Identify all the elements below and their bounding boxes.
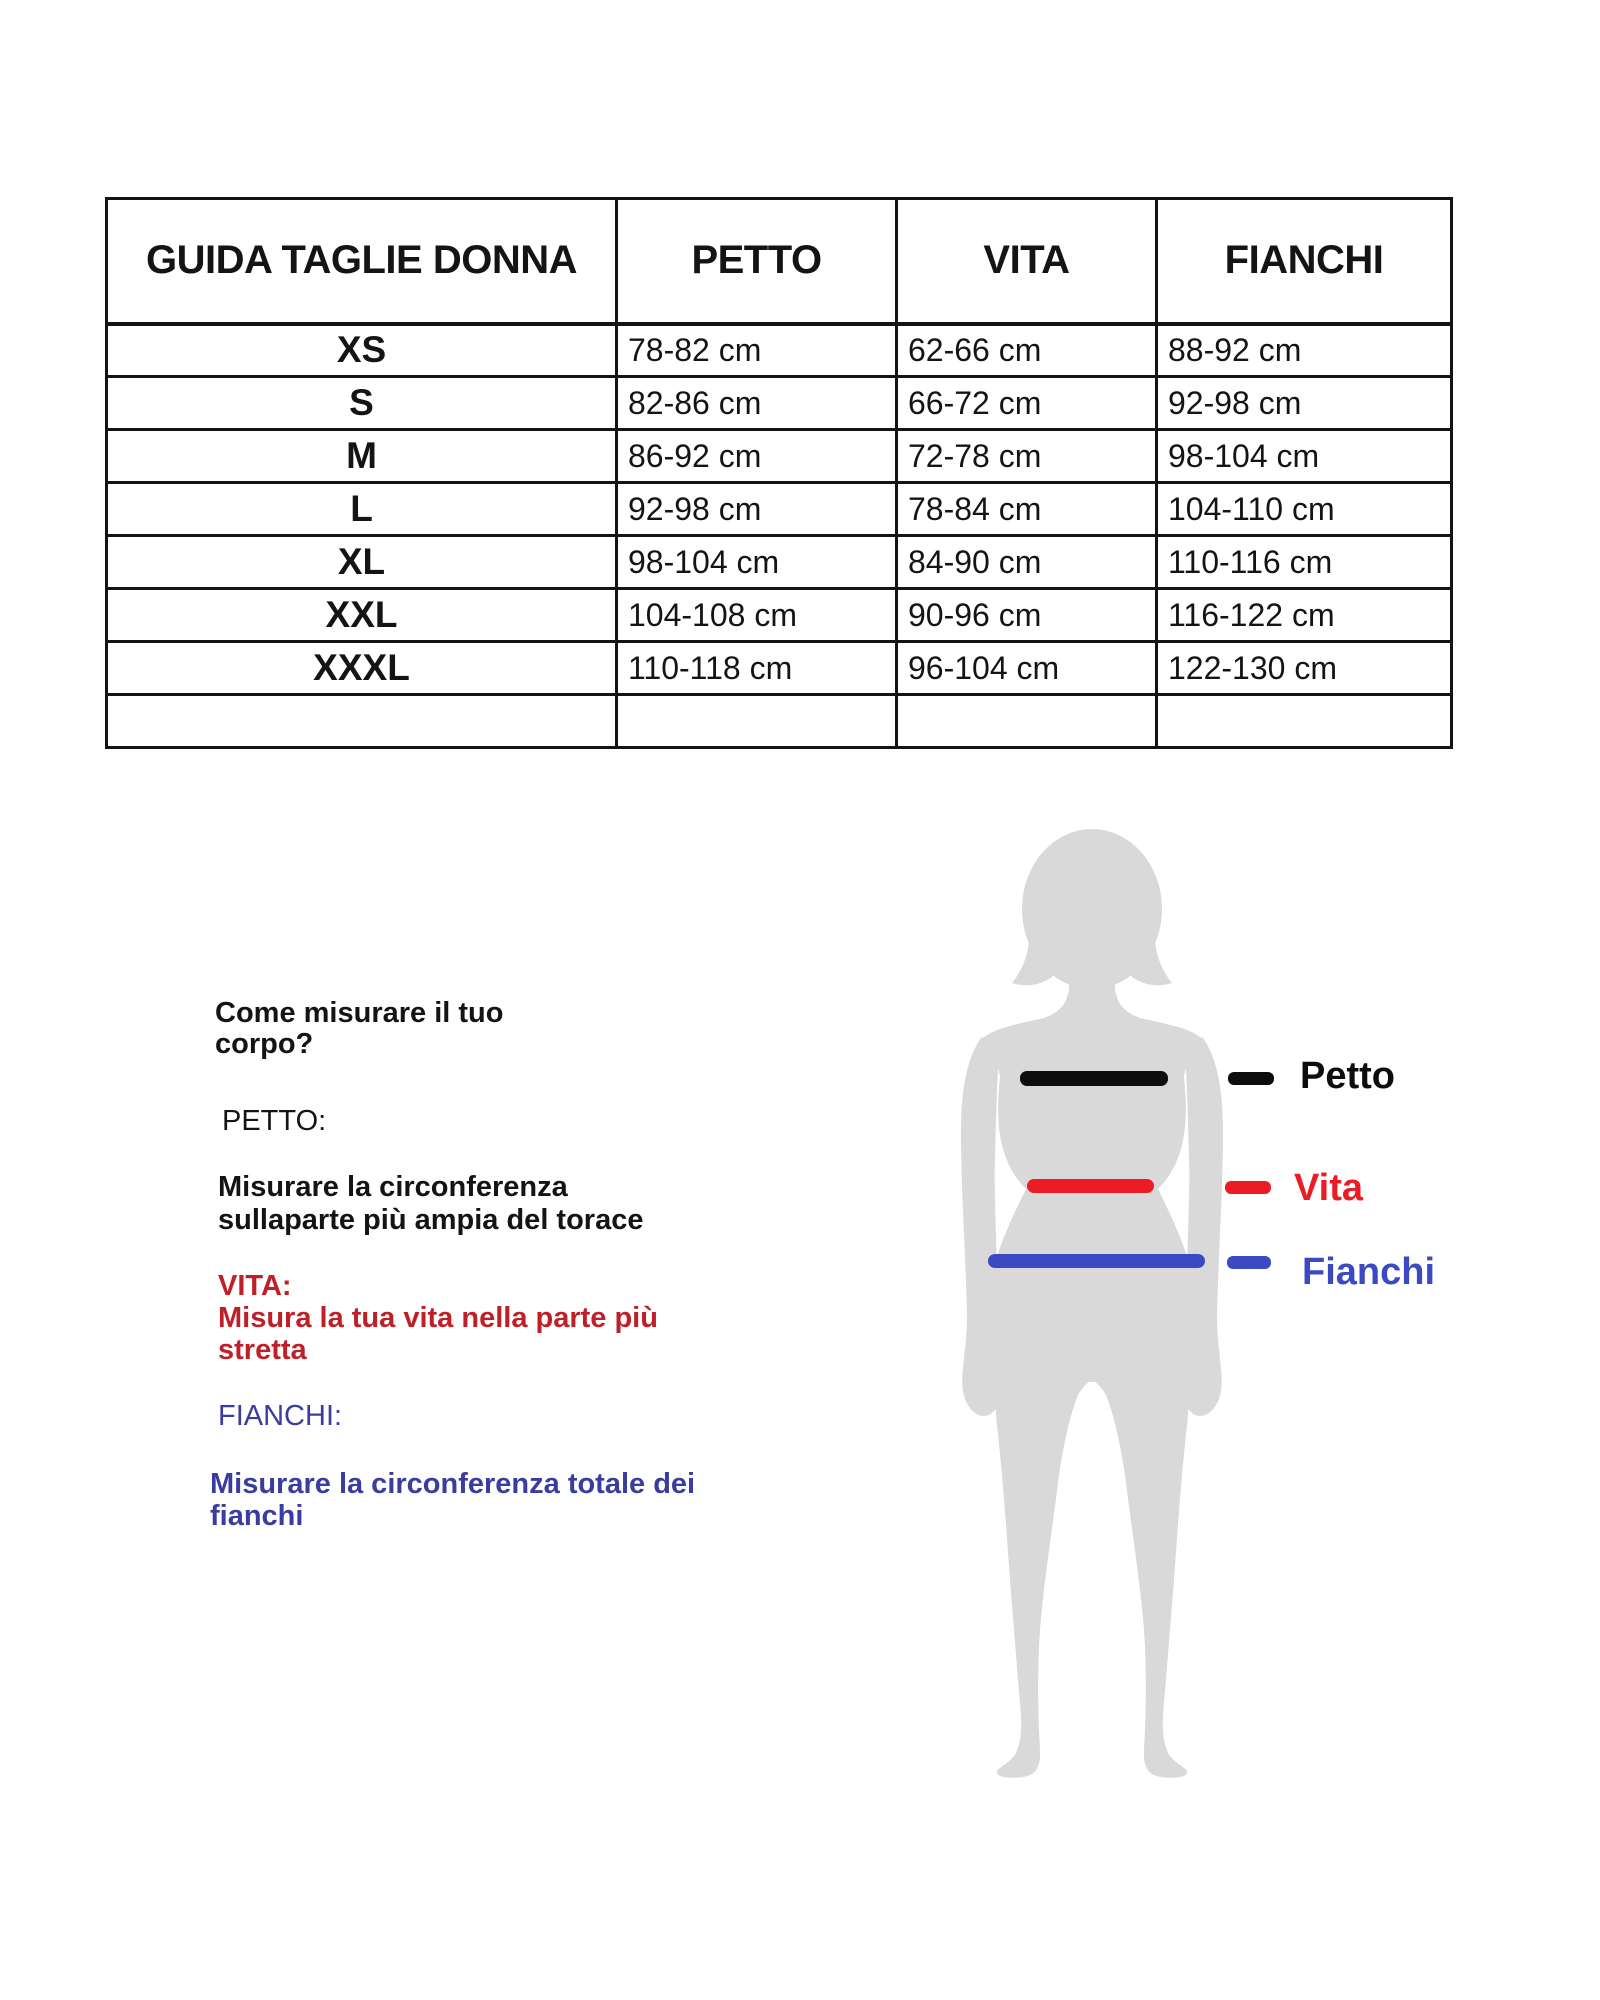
right-leg-shape (1092, 1291, 1194, 1778)
vita-label: VITA: (218, 1270, 292, 1302)
fianchi-cell: 88-92 cm (1157, 324, 1452, 377)
petto-cell: 92-98 cm (617, 483, 897, 536)
fianchi-cell (1157, 695, 1452, 748)
size-cell: L (107, 483, 617, 536)
size-cell: XL (107, 536, 617, 589)
size-cell: XXL (107, 589, 617, 642)
legend-dash-fianchi (1227, 1256, 1271, 1269)
vita-cell: 66-72 cm (897, 377, 1157, 430)
petto-cell: 82-86 cm (617, 377, 897, 430)
table-row (107, 324, 1452, 377)
fianchi-cell: 116-122 cm (1157, 589, 1452, 642)
size-table (105, 197, 1453, 749)
size-cell: XS (107, 324, 617, 377)
fianchi-cell: 110-116 cm (1157, 536, 1452, 589)
silhouette-shapes (961, 829, 1223, 1778)
vita-cell: 62-66 cm (897, 324, 1157, 377)
table-row (107, 589, 1452, 642)
column-header-fianchi: FIANCHI (1157, 199, 1452, 324)
size-cell: S (107, 377, 617, 430)
size-cell: XXXL (107, 642, 617, 695)
column-header-vita: VITA (897, 199, 1157, 324)
chest-bar (1020, 1071, 1168, 1086)
legend-dash-petto (1228, 1072, 1274, 1085)
table-row (107, 430, 1452, 483)
petto-cell: 104-108 cm (617, 589, 897, 642)
vita-cell: 84-90 cm (897, 536, 1157, 589)
table-header-row (107, 199, 1452, 324)
petto-cell (617, 695, 897, 748)
legend-label-fianchi: Fianchi (1302, 1251, 1436, 1293)
size-table-body (107, 324, 1452, 748)
table-row (107, 377, 1452, 430)
vita-cell: 90-96 cm (897, 589, 1157, 642)
column-header-petto: PETTO (617, 199, 897, 324)
left-leg-shape (990, 1291, 1092, 1778)
head-shape (1036, 839, 1148, 991)
waist-bar (1027, 1179, 1154, 1193)
petto-label: PETTO: (222, 1105, 327, 1137)
legend-label-vita: Vita (1294, 1167, 1364, 1209)
petto-cell: 86-92 cm (617, 430, 897, 483)
petto-description: Misurare la circonferenza sullaparte più ampia del torace (218, 1171, 644, 1236)
petto-cell: 98-104 cm (617, 536, 897, 589)
table-row (107, 695, 1452, 748)
table-title: GUIDA TAGLIE DONNA (107, 199, 617, 324)
hips-bar (988, 1254, 1205, 1268)
fianchi-description: Misurare la circonferenza totale dei fianchi (210, 1468, 696, 1532)
legend-dash-vita (1225, 1181, 1271, 1194)
fianchi-cell: 122-130 cm (1157, 642, 1452, 695)
fianchi-cell: 104-110 cm (1157, 483, 1452, 536)
vita-cell (897, 695, 1157, 748)
vita-cell: 72-78 cm (897, 430, 1157, 483)
instructions-heading: Come misurare il tuo corpo? (215, 997, 504, 1060)
table-row (107, 642, 1452, 695)
vita-cell: 96-104 cm (897, 642, 1157, 695)
fianchi-cell: 92-98 cm (1157, 377, 1452, 430)
size-cell: M (107, 430, 617, 483)
petto-cell: 110-118 cm (617, 642, 897, 695)
vita-cell: 78-84 cm (897, 483, 1157, 536)
fianchi-cell: 98-104 cm (1157, 430, 1452, 483)
legend-label-petto: Petto (1300, 1055, 1395, 1097)
table-row (107, 483, 1452, 536)
vita-description: Misura la tua vita nella parte più stretta (218, 1302, 658, 1366)
female-body-silhouette (860, 825, 1320, 1785)
table-row (107, 536, 1452, 589)
size-cell (107, 695, 617, 748)
petto-cell: 78-82 cm (617, 324, 897, 377)
fianchi-label: FIANCHI: (218, 1400, 343, 1432)
